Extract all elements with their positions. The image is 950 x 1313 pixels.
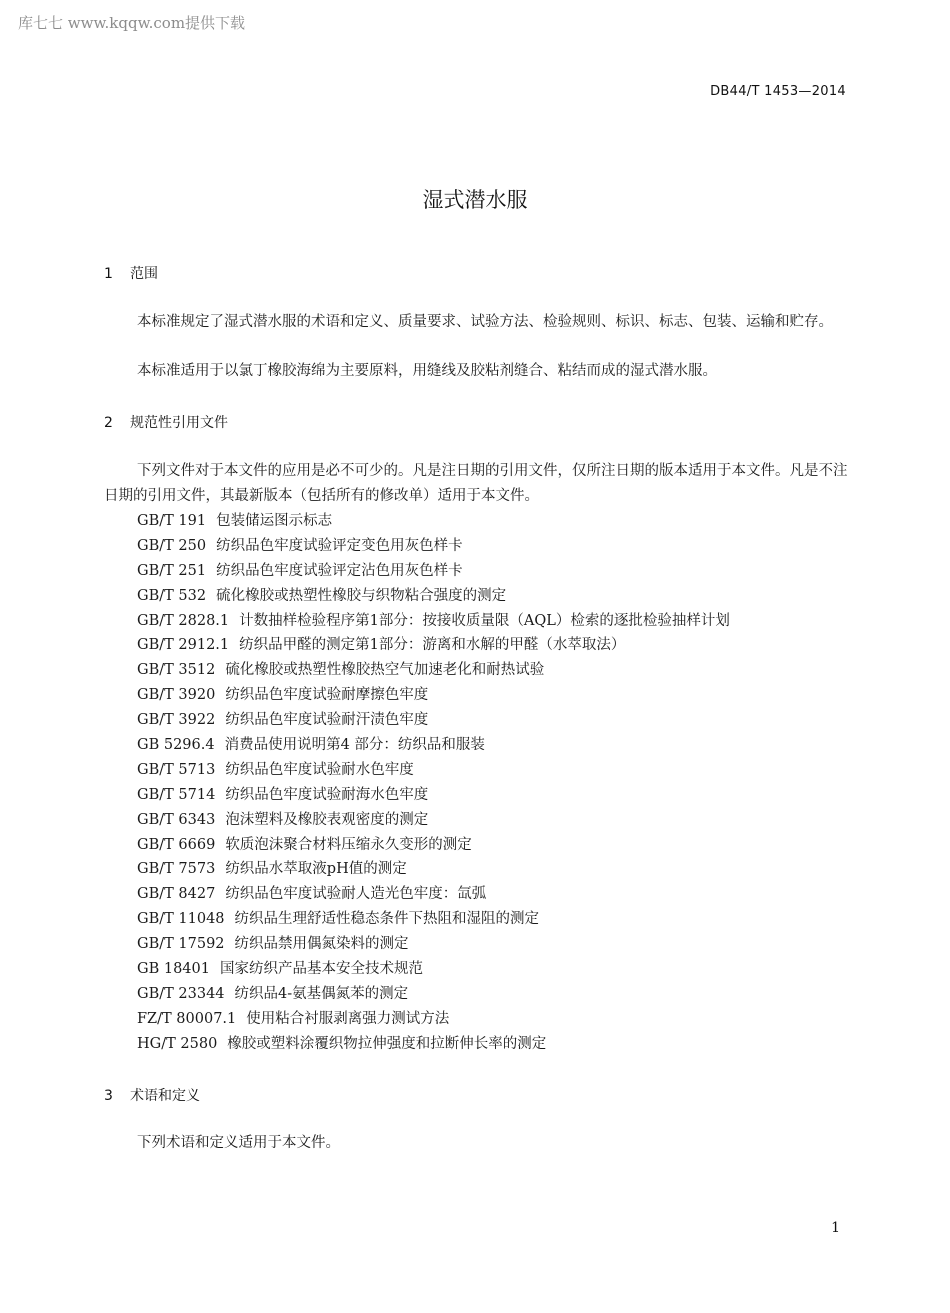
section-number: 1 [104,266,113,282]
reference-code: GB/T 7573 [137,861,216,878]
reference-item [137,758,730,783]
reference-title: 纺织品甲醛的测定第1部分：游离和水解的甲醛（水萃取法） [239,637,626,654]
reference-title: 纺织品色牢度试验耐汗渍色牢度 [225,712,429,729]
reference-item [137,907,730,932]
reference-title: 包装储运图示标志 [216,513,333,529]
reference-code: GB/T 11048 [137,911,225,928]
reference-item [137,534,730,559]
reference-item [137,833,730,858]
reference-title: 纺织品色牢度试验评定变色用灰色样卡 [216,537,463,554]
reference-code: GB/T 191 [137,513,207,529]
section-number: 2 [104,415,113,431]
section-number: 3 [104,1088,113,1104]
reference-title: 纺织品生理舒适性稳态条件下热阻和湿阻的测定 [234,911,540,928]
section-title: 术语和定义 [130,1088,200,1104]
reference-title: 纺织品色牢度试验耐水色牢度 [225,761,414,778]
page-number: 1 [831,1220,840,1236]
reference-title: 纺织品色牢度试验耐海水色牢度 [225,786,429,803]
reference-code: GB/T 3512 [137,662,216,679]
reference-code: GB/T 2828.1 [137,612,230,629]
reference-title: 纺织品水萃取液pH值的测定 [225,861,407,878]
reference-item [137,982,730,1007]
section-3-heading [104,1085,200,1105]
reference-item [137,957,730,982]
reference-item [137,1007,730,1032]
terms-intro-paragraph: 下列术语和定义适用于本文件。 [137,1135,340,1151]
document-code: DB44/T 1453—2014 [710,84,846,99]
watermark: 库七七 www.kqqw.com提供下载 [18,14,246,32]
reference-title: 国家纺织产品基本安全技术规范 [219,961,423,978]
reference-code: GB/T 17592 [137,936,225,953]
reference-item [137,808,730,833]
reference-code: GB/T 23344 [137,985,225,1002]
reference-item [137,733,730,758]
reference-item [137,633,730,658]
scope-paragraph-1: 本标准规定了湿式潜水服的术语和定义、质量要求、试验方法、检验规则、标识、标志、包装、运输和贮存。 [137,314,833,330]
reference-item [137,658,730,683]
section-title: 范围 [130,266,158,282]
reference-code: GB/T 6669 [137,836,216,853]
reference-code: GB/T 3922 [137,712,216,729]
references-intro-paragraph: 下列文件对于本文件的应用是必不可少的。凡是注日期的引用文件，仅所注日期的版本适用于本文件。凡是不注日期的引用文件，其最新版本（包括所有的修改单）适用于本文件。 [104,463,848,504]
section-1-heading [104,263,158,283]
reference-code: GB/T 2912.1 [137,637,230,654]
reference-code: GB/T 5713 [137,761,216,778]
scope-paragraph-2: 本标准适用于以氯丁橡胶海绵为主要原料，用缝线及胶粘剂缝合、粘结而成的湿式潜水服。 [137,363,717,379]
normative-references-list [137,509,730,1057]
reference-code: GB 18401 [137,961,210,978]
reference-item [137,783,730,808]
reference-item [137,509,730,534]
reference-title: 软质泡沫聚合材料压缩永久变形的测定 [225,836,472,853]
reference-item [137,932,730,957]
reference-item [137,857,730,882]
reference-code: GB 5296.4 [137,737,215,754]
reference-item [137,1032,730,1057]
reference-title: 硫化橡胶或热塑性橡胶热空气加速老化和耐热试验 [225,662,545,679]
reference-title: 计数抽样检验程序第1部分：按接收质量限（AQL）检索的逐批检验抽样计划 [239,612,730,629]
reference-title: 纺织品色牢度试验评定沾色用灰色样卡 [216,562,463,579]
reference-item [137,559,730,584]
reference-code: GB/T 250 [137,537,207,554]
section-2-heading [104,412,228,432]
reference-title: 纺织品色牢度试验耐人造光色牢度：氙弧 [225,886,487,903]
reference-item [137,584,730,609]
reference-title: 橡胶或塑料涂覆织物拉伸强度和拉断伸长率的测定 [227,1035,547,1052]
reference-code: HG/T 2580 [137,1035,218,1052]
reference-title: 硫化橡胶或热塑性橡胶与织物粘合强度的测定 [216,587,507,604]
reference-code: GB/T 532 [137,587,207,604]
reference-title: 消费品使用说明第4 部分：纺织品和服装 [224,737,485,754]
reference-title: 纺织品禁用偶氮染料的测定 [234,936,409,953]
reference-code: GB/T 3920 [137,687,216,704]
reference-item [137,708,730,733]
reference-title: 纺织品色牢度试验耐摩擦色牢度 [225,687,429,704]
reference-title: 使用粘合衬服剥离强力测试方法 [246,1010,450,1027]
reference-code: GB/T 5714 [137,786,216,803]
section-title: 规范性引用文件 [130,415,228,431]
reference-code: GB/T 6343 [137,811,216,828]
reference-code: GB/T 251 [137,562,207,579]
reference-code: FZ/T 80007.1 [137,1010,237,1027]
reference-item [137,882,730,907]
reference-item [137,683,730,708]
reference-code: GB/T 8427 [137,886,216,903]
reference-title: 泡沫塑料及橡胶表观密度的测定 [225,811,429,828]
reference-title: 纺织品4-氨基偶氮苯的测定 [234,985,409,1002]
page-title: 湿式潜水服 [422,188,528,212]
reference-item [137,609,730,634]
